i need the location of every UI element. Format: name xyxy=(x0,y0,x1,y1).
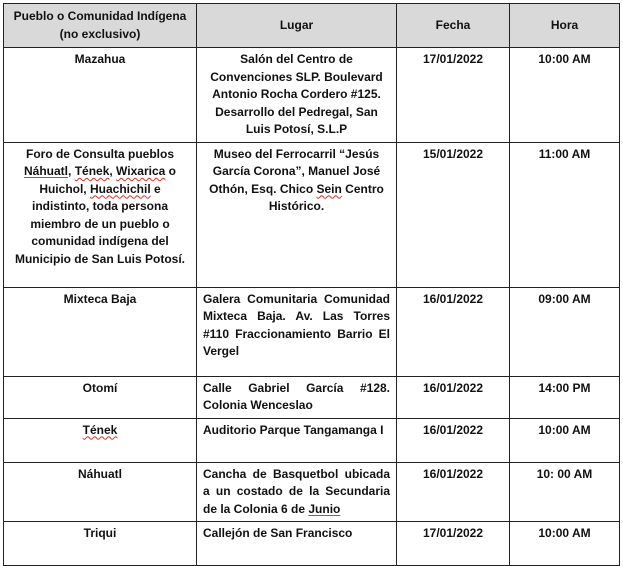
cell-pueblo: Otomí xyxy=(4,376,197,418)
cell-pueblo: Náhuatl xyxy=(4,462,197,522)
cell-lugar: Galera Comunitaria Comunidad Mixteca Baja. Av. Las Torres #110 Fraccionamiento Barrio El Vergel xyxy=(197,287,397,376)
cell-fecha: 17/01/2022 xyxy=(397,522,510,566)
cell-lugar: Callejón de San Francisco xyxy=(197,522,397,566)
table-row xyxy=(4,48,620,143)
cell-hora: 11:00 AM xyxy=(510,142,620,287)
cell-hora: 10:00 AM xyxy=(510,522,620,566)
table-row xyxy=(4,376,620,418)
cell-fecha: 15/01/2022 xyxy=(397,142,510,287)
cell-pueblo: Mixteca Baja xyxy=(4,287,197,376)
pueblo-wixarica: Wixarica xyxy=(116,164,166,178)
pueblo-huachichil: Huachichil xyxy=(89,181,151,196)
cell-pueblo xyxy=(4,418,197,462)
lugar-text: Cancha de Basquetbol ubicada a un costado de la Secundaria de la Colonia 6 de xyxy=(203,466,390,516)
header-fecha: Fecha xyxy=(397,4,510,48)
header-pueblo: Pueblo o Comunidad Indígena (no exclusivo) xyxy=(4,4,197,48)
pueblo-tenek: Tének xyxy=(82,422,118,437)
header-row xyxy=(4,4,620,48)
cell-lugar xyxy=(197,142,397,287)
lugar-text: Centro Histórico. xyxy=(268,181,384,213)
lugar-text: Museo del Ferrocarril “Jesús García Corona”, Manuel José Othón, Esq. Chico xyxy=(209,146,381,196)
schedule-table xyxy=(3,3,620,566)
header-lugar: Lugar xyxy=(197,4,397,48)
lugar-sein: Sein xyxy=(316,181,342,196)
table-row xyxy=(4,522,620,566)
cell-fecha: 16/01/2022 xyxy=(397,418,510,462)
cell-pueblo xyxy=(4,142,197,287)
table-row xyxy=(4,418,620,462)
cell-pueblo: Mazahua xyxy=(4,48,197,143)
cell-hora: 10:00 AM xyxy=(510,418,620,462)
table-row xyxy=(4,287,620,376)
cell-hora: 09:00 AM xyxy=(510,287,620,376)
pueblo-text: , xyxy=(109,164,117,178)
cell-pueblo: Triqui xyxy=(4,522,197,566)
pueblo-text: , xyxy=(68,164,75,178)
pueblo-nahuatl: Náhuatl xyxy=(24,164,69,178)
header-hora: Hora xyxy=(510,4,620,48)
cell-lugar xyxy=(197,462,397,522)
cell-fecha: 17/01/2022 xyxy=(397,48,510,143)
pueblo-tenek: Tének xyxy=(74,164,110,178)
cell-lugar: Salón del Centro de Convenciones SLP. Boulevard Antonio Rocha Cordero #125. Desarrollo del Pedregal, San Luis Potosí, S.L.P xyxy=(197,48,397,143)
pueblo-text: o Huichol, xyxy=(39,164,176,196)
table-row xyxy=(4,142,620,287)
cell-lugar: Calle Gabriel García #128. Colonia Wenceslao xyxy=(197,376,397,418)
cell-hora: 14:00 PM xyxy=(510,376,620,418)
cell-hora: 10: 00 AM xyxy=(510,462,620,522)
lugar-junio: Junio xyxy=(308,501,341,516)
pueblo-text: e indistinto, toda persona miembro de un pueblo o comunidad indígena del Municipio de San Luis Potosí. xyxy=(14,181,185,266)
cell-hora: 10:00 AM xyxy=(510,48,620,143)
table-row xyxy=(4,462,620,522)
cell-lugar: Auditorio Parque Tangamanga I xyxy=(197,418,397,462)
cell-fecha: 16/01/2022 xyxy=(397,376,510,418)
cell-fecha: 16/01/2022 xyxy=(397,287,510,376)
cell-fecha: 16/01/2022 xyxy=(397,462,510,522)
pueblo-text: Foro de Consulta pueblos xyxy=(25,146,174,161)
